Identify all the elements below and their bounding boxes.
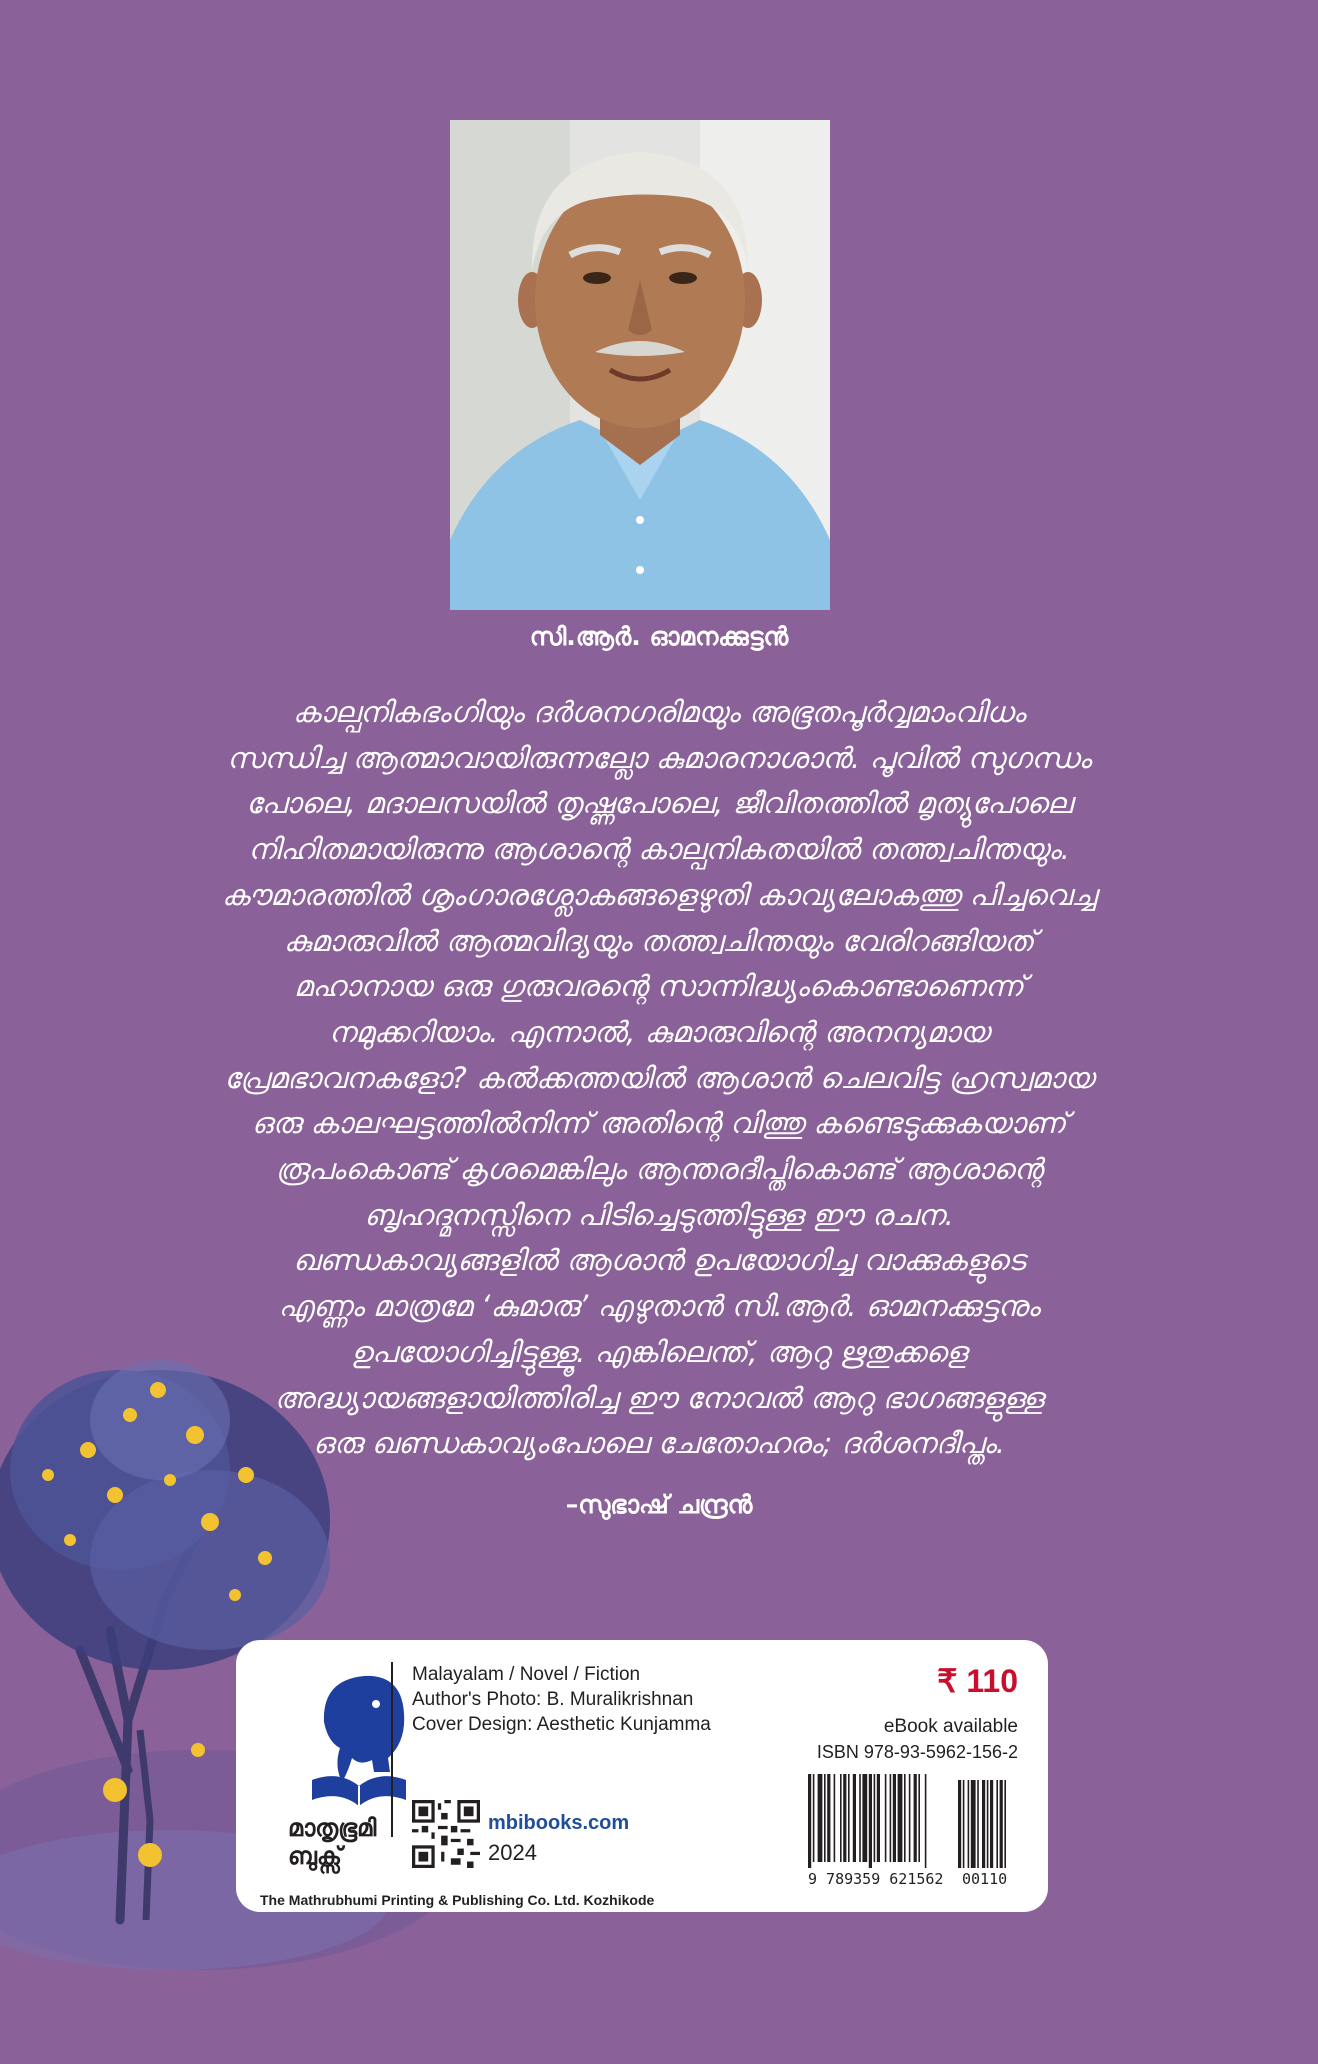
author-name: സി.ആർ. ഓമനക്കുട്ടൻ bbox=[529, 622, 789, 651]
card-divider bbox=[391, 1662, 393, 1837]
blurb-line: ബൃഹദ്മനസ്സിനെ പിടിച്ചെടുത്തിട്ടുള്ള ഈ രചന. bbox=[364, 1197, 954, 1232]
blurb-line: കുമാരുവിൽ ആത്മവിദ്യയും തത്ത്വചിന്തയും വേരിറങ്ങിയത് bbox=[283, 923, 1035, 958]
blurb-line: പോലെ, മദാലസയിൽ തൃഷ്ണപോലെ, ജീവിതത്തിൽ മൃത്യുപോലെ bbox=[245, 786, 1072, 821]
blurb-line: രൂപംകൊണ്ട് കൃശമെങ്കിലും ആന്തരദീപ്തികൊണ്ട് ആശാന്റെ bbox=[275, 1152, 1043, 1187]
blurb-line: ഒരു ഖണ്ഡകാവ്യംപോലെ ചേതോഹരം; ദർശനദീപ്തം. bbox=[313, 1426, 1005, 1461]
book-info-card bbox=[236, 1640, 1048, 1912]
genre-text: Malayalam / Novel / Fiction bbox=[412, 1664, 641, 1685]
elephant-book-icon bbox=[304, 1662, 414, 1812]
blurb-line: നിഹിതമായിരുന്നു ആശാന്റെ കാല്പനികതയിൽ തത്ത്വചിന്തയും. bbox=[248, 832, 1070, 867]
reviewer-name: –സുഭാഷ് ചന്ദ്രൻ bbox=[565, 1490, 753, 1519]
publisher-name-line2: ബുക്സ് bbox=[288, 1842, 342, 1870]
blurb-line: സന്ധിച്ച ആത്മാവായിരുന്നല്ലോ കുമാരനാശാൻ. പൂവിൽ സുഗന്ധം bbox=[226, 740, 1092, 775]
author-photo bbox=[450, 120, 830, 610]
blurb-line: ഖണ്ഡകാവ്യങ്ങളിൽ ആശാൻ ഉപയോഗിച്ച വാക്കുകളുടെ bbox=[292, 1243, 1026, 1278]
qr-code-icon[interactable] bbox=[412, 1800, 480, 1868]
publisher-name-line1: മാതൃഭൂമി bbox=[288, 1814, 377, 1842]
photo-credit: Author's Photo: B. Muralikrishnan bbox=[412, 1689, 694, 1710]
blurb-line: കാല്പനികഭംഗിയും ദർശനഗരിമയും അഭൂതപൂർവ്വമാംവിധം bbox=[292, 695, 1026, 729]
barcode-addon-digits: 00110 bbox=[962, 1870, 1008, 1888]
blurb-line: മഹാനായ ഒരു ഗുരുവരന്റെ സാന്നിദ്ധ്യംകൊണ്ടാണെന്ന് bbox=[294, 969, 1024, 1004]
cover-credit: Cover Design: Aesthetic Kunjamma bbox=[412, 1714, 711, 1735]
book-meta bbox=[412, 1662, 711, 1737]
publication-year: 2024 bbox=[488, 1840, 537, 1865]
barcode-digits: 9 789359 621562 bbox=[808, 1870, 944, 1888]
publisher-full-name: The Mathrubhumi Printing & Publishing Co. Ltd. Kozhikode bbox=[260, 1892, 655, 1908]
blurb-line: പ്രേമഭാവനകളോ? കൽക്കത്തയിൽ ആശാൻ ചെലവിട്ട ഹ്രസ്വമായ bbox=[224, 1060, 1094, 1095]
blurb-line: ഉപയോഗിച്ചിട്ടുള്ളൂ. എങ്കിലെന്ത്, ആറു ഋതുക്കളെ bbox=[350, 1334, 968, 1369]
blurb-line: ഒരു കാലഘട്ടത്തിൽനിന്ന് അതിന്റെ വിത്തു കണ്ടെടുക്കുകയാണ് bbox=[251, 1106, 1067, 1141]
barcode-icon bbox=[806, 1774, 1018, 1868]
isbn-number: ISBN 978-93-5962-156-2 bbox=[816, 1742, 1018, 1762]
blurb-line: കൗമാരത്തിൽ ശൃംഗാരശ്ലോകങ്ങളെഴുതി കാവ്യലോകത്തു പിച്ചവെച്ച bbox=[221, 877, 1097, 912]
blurb-line: എണ്ണം മാത്രമേ ‘കുമാരു’ എഴുതാൻ സി.ആർ. ഓമനക്കുട്ടനും bbox=[278, 1289, 1040, 1324]
ebook-availability: eBook available bbox=[883, 1716, 1018, 1737]
author-portrait-image bbox=[450, 120, 830, 610]
blurb-line: നമുക്കറിയാം. എന്നാൽ, കുമാരുവിന്റെ അനന്യമായ bbox=[328, 1014, 990, 1049]
blurb-line: അദ്ധ്യായങ്ങളായിത്തിരിച്ച ഈ നോവൽ ആറു ഭാഗങ്ങളുള്ള bbox=[274, 1380, 1044, 1415]
website-link[interactable]: mbibooks.com bbox=[488, 1812, 630, 1834]
price: ₹ 110 bbox=[937, 1663, 1018, 1699]
